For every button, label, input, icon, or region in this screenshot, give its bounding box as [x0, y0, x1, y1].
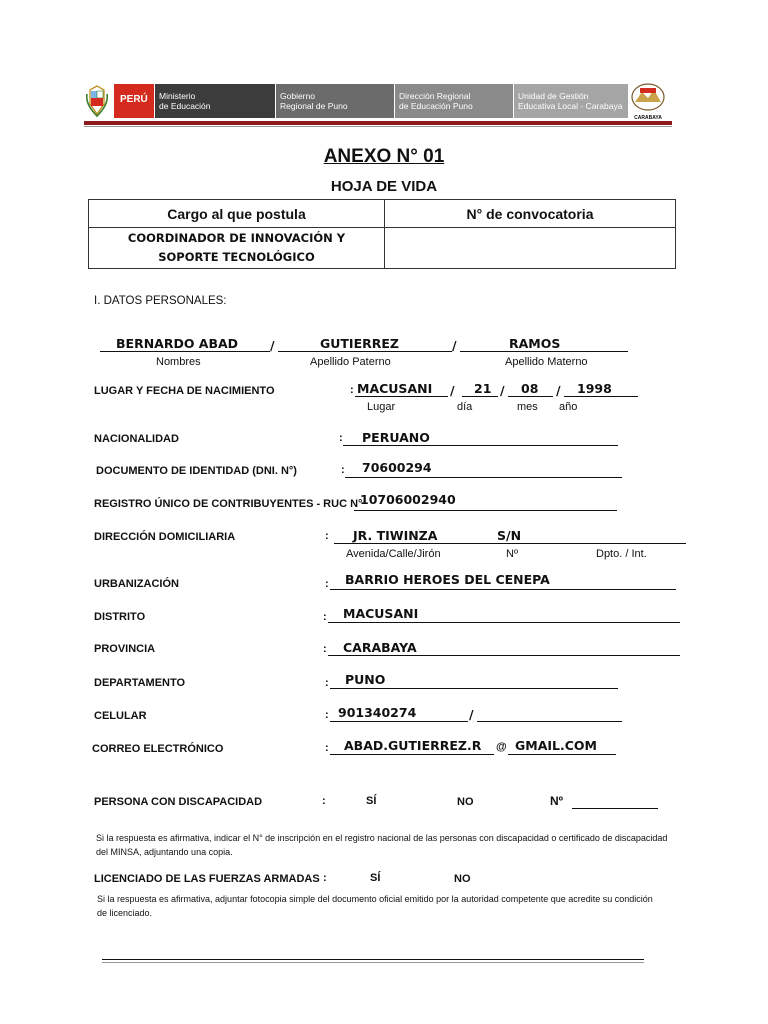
cargo-line1: COORDINADOR DE INNOVACIÓN Y	[127, 231, 346, 245]
departamento-label: DEPARTAMENTO	[94, 677, 186, 689]
correo-colon: :	[325, 742, 329, 754]
distrito-value: MACUSANI	[343, 606, 419, 621]
distrito-label: DISTRITO	[94, 611, 146, 623]
nombres-value: BERNARDO ABAD	[116, 336, 239, 351]
slash-nac-3: /	[556, 383, 561, 398]
distrito-colon: :	[323, 611, 327, 623]
correo-domain-line	[508, 754, 616, 755]
discapacidad-note-line1: Si la respuesta es afirmativa, indicar el N° de inscripción en el registro nacional de las personas con discapacidad o certificado de discapacidad	[96, 833, 668, 843]
peru-block: PERÚ	[114, 84, 154, 118]
direccion-label: DIRECCIÓN DOMICILIARIA	[94, 531, 236, 543]
materno-value: RAMOS	[509, 336, 561, 351]
cargo-value	[89, 228, 385, 269]
urbanizacion-colon: :	[325, 578, 329, 590]
cargo-header: Cargo al que postula	[89, 200, 385, 228]
dni-label: DOCUMENTO DE IDENTIDAD (DNI. N°)	[96, 465, 297, 477]
nacionalidad-colon: :	[339, 432, 343, 444]
ruc-line	[354, 510, 617, 511]
header-rule	[84, 121, 672, 125]
materno-line	[460, 351, 628, 352]
dni-colon: :	[341, 464, 345, 476]
dni-line	[345, 477, 622, 478]
discapacidad-note-line2: del MINSA, adjuntando una copia.	[96, 847, 233, 857]
discapacidad-nro-label: Nº	[550, 794, 564, 808]
header-banner	[84, 84, 630, 118]
dni-value: 70600294	[362, 460, 432, 475]
provincia-line	[328, 655, 680, 656]
slash-nac-1: /	[450, 383, 455, 398]
celular-label: CELULAR	[94, 710, 147, 722]
direccion-colon: :	[325, 530, 329, 542]
ffaa-si[interactable]: SÍ	[370, 872, 381, 884]
ffaa-label: LICENCIADO DE LAS FUERZAS ARMADAS	[94, 873, 320, 885]
nacimiento-colon: :	[350, 384, 354, 396]
numero-value: S/N	[497, 528, 522, 543]
urbanizacion-label: URBANIZACIÓN	[94, 578, 179, 590]
anio-line	[564, 396, 638, 397]
discapacidad-note	[96, 831, 696, 859]
celular-line-2	[477, 721, 622, 722]
direccion-block: Dirección Regional de Educación Puno	[395, 84, 513, 118]
ffaa-colon: :	[323, 872, 327, 884]
discapacidad-label: PERSONA CON DISCAPACIDAD	[94, 796, 263, 808]
numero-caption: Nº	[506, 548, 518, 560]
urbanizacion-value: BARRIO HEROES DEL CENEPA	[345, 572, 550, 587]
celular-line-1	[330, 721, 468, 722]
ruc-label: REGISTRO ÚNICO DE CONTRIBUYENTES - RUC N°	[94, 498, 363, 510]
nacionalidad-line	[343, 445, 618, 446]
ffaa-note-line2: de licenciado.	[97, 908, 153, 918]
peru-coat-of-arms-logo	[84, 84, 110, 118]
ugel-block: Unidad de Gestión Educativa Local - Carabaya	[514, 84, 628, 118]
discapacidad-colon: :	[322, 795, 326, 807]
lugar-caption: Lugar	[367, 401, 396, 413]
paterno-line	[278, 351, 452, 352]
nacionalidad-label: NACIONALIDAD	[94, 433, 179, 445]
correo-at: @	[496, 741, 507, 753]
discapacidad-no[interactable]: NO	[457, 796, 474, 808]
direccion-line	[334, 543, 686, 544]
via-caption: Avenida/Calle/Jirón	[346, 548, 441, 560]
convocatoria-header: N° de convocatoria	[385, 200, 676, 228]
slash-1: /	[270, 338, 275, 353]
dia-caption: día	[457, 401, 473, 413]
nacimiento-label: LUGAR Y FECHA DE NACIMIENTO	[94, 385, 275, 397]
ministerio-block: Ministerio de Educación	[155, 84, 275, 118]
ffaa-note-line1: Si la respuesta es afirmativa, adjuntar fotocopia simple del documento oficial emitido por la autoridad competente que acredite su condición	[97, 894, 653, 904]
discapacidad-nro-line[interactable]	[572, 808, 658, 809]
departamento-value: PUNO	[345, 672, 386, 687]
dia-line	[462, 396, 498, 397]
materno-caption: Apellido Materno	[505, 356, 588, 368]
anio-value: 1998	[577, 381, 612, 396]
nombres-caption: Nombres	[156, 356, 201, 368]
gobierno-block: Gobierno Regional de Puno	[276, 84, 394, 118]
celular-slash: /	[469, 707, 474, 722]
urbanizacion-line	[330, 589, 676, 590]
cargo-line2: SOPORTE TECNOLÓGICO	[158, 250, 315, 264]
page-title: ANEXO N° 01	[323, 146, 445, 167]
correo-user-value: ABAD.GUTIERREZ.R	[344, 738, 482, 753]
mes-caption: mes	[517, 401, 538, 413]
dpto-caption: Dpto. / Int.	[596, 548, 647, 560]
mes-value: 08	[521, 381, 539, 396]
bottom-rule	[102, 959, 644, 960]
celular-value: 901340274	[338, 705, 417, 720]
carabaya-logo-text: CARABAYA	[634, 115, 662, 121]
departamento-colon: :	[325, 677, 329, 689]
correo-domain-value: GMAIL.COM	[515, 738, 597, 753]
nombres-line	[100, 351, 270, 352]
header-rule-thin	[84, 126, 672, 127]
correo-user-line	[330, 754, 494, 755]
discapacidad-si[interactable]: SÍ	[366, 795, 377, 807]
dia-value: 21	[474, 381, 492, 396]
lugar-line	[355, 396, 448, 397]
celular-colon: :	[325, 709, 329, 721]
anio-caption: año	[559, 401, 578, 413]
provincia-value: CARABAYA	[343, 640, 417, 655]
slash-2: /	[452, 338, 457, 353]
provincia-label: PROVINCIA	[94, 643, 156, 655]
ffaa-note	[97, 892, 697, 920]
via-value: JR. TIWINZA	[353, 528, 438, 543]
nacionalidad-value: PERUANO	[362, 430, 430, 445]
lugar-value: MACUSANI	[357, 381, 433, 396]
departamento-line	[330, 688, 618, 689]
paterno-value: GUTIERREZ	[320, 336, 399, 351]
ffaa-no[interactable]: NO	[454, 873, 471, 885]
convocatoria-value	[385, 228, 676, 269]
page-subtitle: HOJA DE VIDA	[330, 178, 438, 195]
mes-line	[508, 396, 553, 397]
ruc-value: 10706002940	[360, 492, 456, 507]
paterno-caption: Apellido Paterno	[310, 356, 391, 368]
section-title: I. DATOS PERSONALES:	[94, 295, 227, 307]
position-table	[88, 199, 676, 269]
slash-nac-2: /	[500, 383, 505, 398]
distrito-line	[328, 622, 680, 623]
correo-label: CORREO ELECTRÓNICO	[92, 743, 224, 755]
bottom-rule-2	[102, 962, 644, 963]
ugel-carabaya-logo	[630, 82, 666, 120]
provincia-colon: :	[323, 643, 327, 655]
